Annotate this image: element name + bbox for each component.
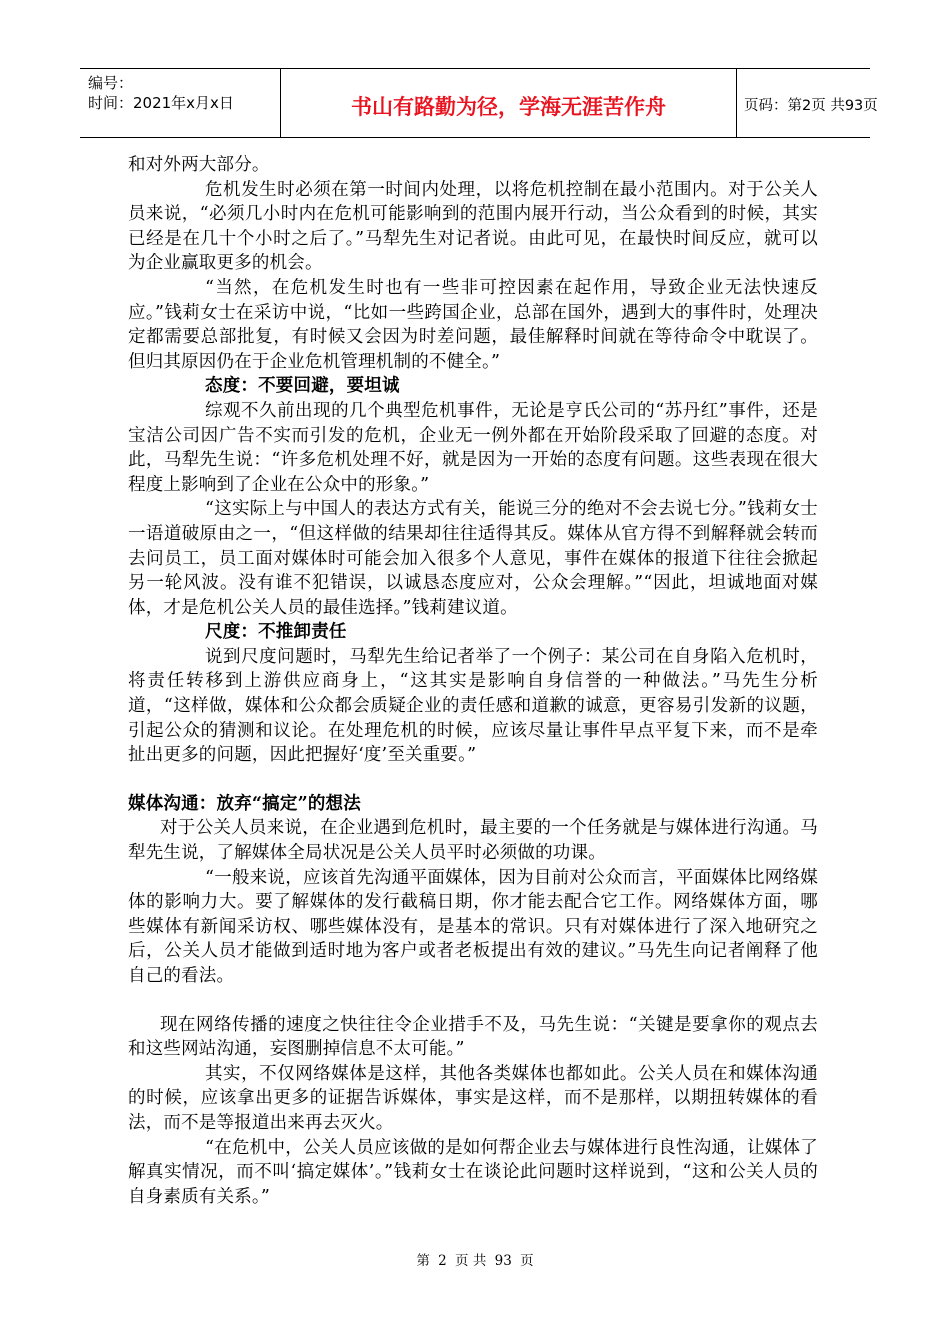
subsection-heading-attitude: 态度：不要回避，要坦诚 bbox=[205, 376, 400, 397]
paragraph: “这实际上与中国人的表达方式有关，能说三分的绝对不会去说七分。”钱莉女士一语道破原由之一，“但这样做的结果却往往适得其反。媒体从官方得不到解释就会转而去问员工，员工面对媒体时可能会加入很多个人意见，事件在媒体的报道下往往会掀起另一轮风波。没有谁不犯错误，以诚恳态度应对，公众会理解。”“因此，坦诚地面对媒体，才是危机公关人员的最佳选择。”钱莉建议道。 bbox=[128, 499, 818, 618]
paragraph: 现在网络传播的速度之快往往令企业措手不及，马先生说：“关键是要拿你的观点去和这些网站沟通，妄图删掉信息不太可能。” bbox=[128, 1014, 818, 1060]
header-page-cell bbox=[736, 69, 878, 137]
paragraph: “在危机中，公关人员应该做的是如何帮企业去与媒体进行良性沟通，让媒体了解真实情况，而不叫‘搞定媒体’。”钱莉女士在谈论此问题时这样说到，“这和公关人员的自身素质有关系。” bbox=[128, 1137, 818, 1207]
paragraph: 说到尺度问题时，马犁先生给记者举了一个例子：某公司在自身陷入危机时，将责任转移到上游供应商身上，“这其实是影响自身信誉的一种做法。”马先生分析道，“这样做，媒体和公众都会质疑企业的责任感和道歉的诚意，更容易引发新的议题，引起公众的猜测和议论。在处理危机的时候，应该尽量让事件早点平复下来，而不是牵扯出更多的问题，因此把握好‘度’至关重要。” bbox=[128, 646, 818, 766]
header-info-cell bbox=[80, 69, 280, 137]
document-body bbox=[128, 153, 818, 1209]
header-motto: 书山有路勤为径，学海无涯苦作舟 bbox=[351, 95, 666, 119]
paragraph: 危机发生时必须在第一时间内处理，以将危机控制在最小范围内。对于公关人员来说，“必须几小时内在危机可能影响到的范围内展开行动，当公众看到的时候，其实已经是在几十个小时之后了。”马犁先生对记者说。由此可见，在最快时间反应，就可以为企业赢取更多的机会。 bbox=[128, 179, 818, 274]
paragraph: 和对外两大部分。 bbox=[128, 155, 270, 175]
subsection-heading-scale: 尺度：不推卸责任 bbox=[205, 622, 347, 643]
page-footer bbox=[0, 1249, 950, 1269]
header-motto-cell bbox=[280, 69, 737, 137]
document-date-label: 时间：2021年x月x日 bbox=[88, 94, 234, 112]
footer-suffix: 页 bbox=[520, 1253, 534, 1269]
paragraph: 其实，不仅网络媒体是这样，其他各类媒体也都如此。公关人员在和媒体沟通的时候，应该拿出更多的证据告诉媒体，事实是这样，而不是那样，以期扭转媒体的看法，而不是等报道出来再去灭火。 bbox=[128, 1063, 818, 1133]
document-number-label: 编号： bbox=[88, 74, 134, 92]
section-heading-media: 媒体沟通：放弃“搞定”的想法 bbox=[128, 793, 361, 814]
paragraph: 综观不久前出现的几个典型危机事件，无论是亨氏公司的“苏丹红”事件，还是宝洁公司因广告不实而引发的危机，企业无一例外都在开始阶段采取了回避的态度。对此，马犁先生说：“许多危机处理不好，就是因为一开始的态度有问题。这些表现在很大程度上影响到了企业在公众中的形象。” bbox=[128, 400, 818, 495]
paragraph: 对于公关人员来说，在企业遇到危机时，最主要的一个任务就是与媒体进行沟通。马犁先生说，了解媒体全局状况是公关人员平时必须做的功课。 bbox=[128, 818, 818, 864]
footer-total-pages: 93 bbox=[494, 1253, 512, 1269]
footer-page-number: 2 bbox=[438, 1253, 447, 1269]
footer-mid: 页 共 bbox=[455, 1253, 487, 1269]
paragraph: “当然，在危机发生时也有一些非可控因素在起作用，导致企业无法快速反应。”钱莉女士在采访中说，“比如一些跨国企业，总部在国外，遇到大的事件时，处理决定都需要总部批复，有时候又会因为时差问题，最佳解释时间就在等待命令中耽误了。但归其原因仍在于企业危机管理机制的不健全。” bbox=[128, 277, 818, 372]
paragraph: “一般来说，应该首先沟通平面媒体，因为目前对公众而言，平面媒体比网络媒体的影响力大。要了解媒体的发行截稿日期，你才能去配合它工作。网络媒体方面，哪些媒体有新闻采访权、哪些媒体没有，是基本的常识。只有对媒体进行了深入地研究之后，公关人员才能做到适时地为客户或者老板提出有效的建议。”马先生向记者阐释了他自己的看法。 bbox=[128, 867, 818, 986]
footer-prefix: 第 bbox=[416, 1253, 430, 1269]
header-page-info: 页码：第2页 共93页 bbox=[744, 98, 878, 114]
page-header bbox=[80, 68, 878, 138]
paragraph-spacer bbox=[128, 989, 818, 1013]
